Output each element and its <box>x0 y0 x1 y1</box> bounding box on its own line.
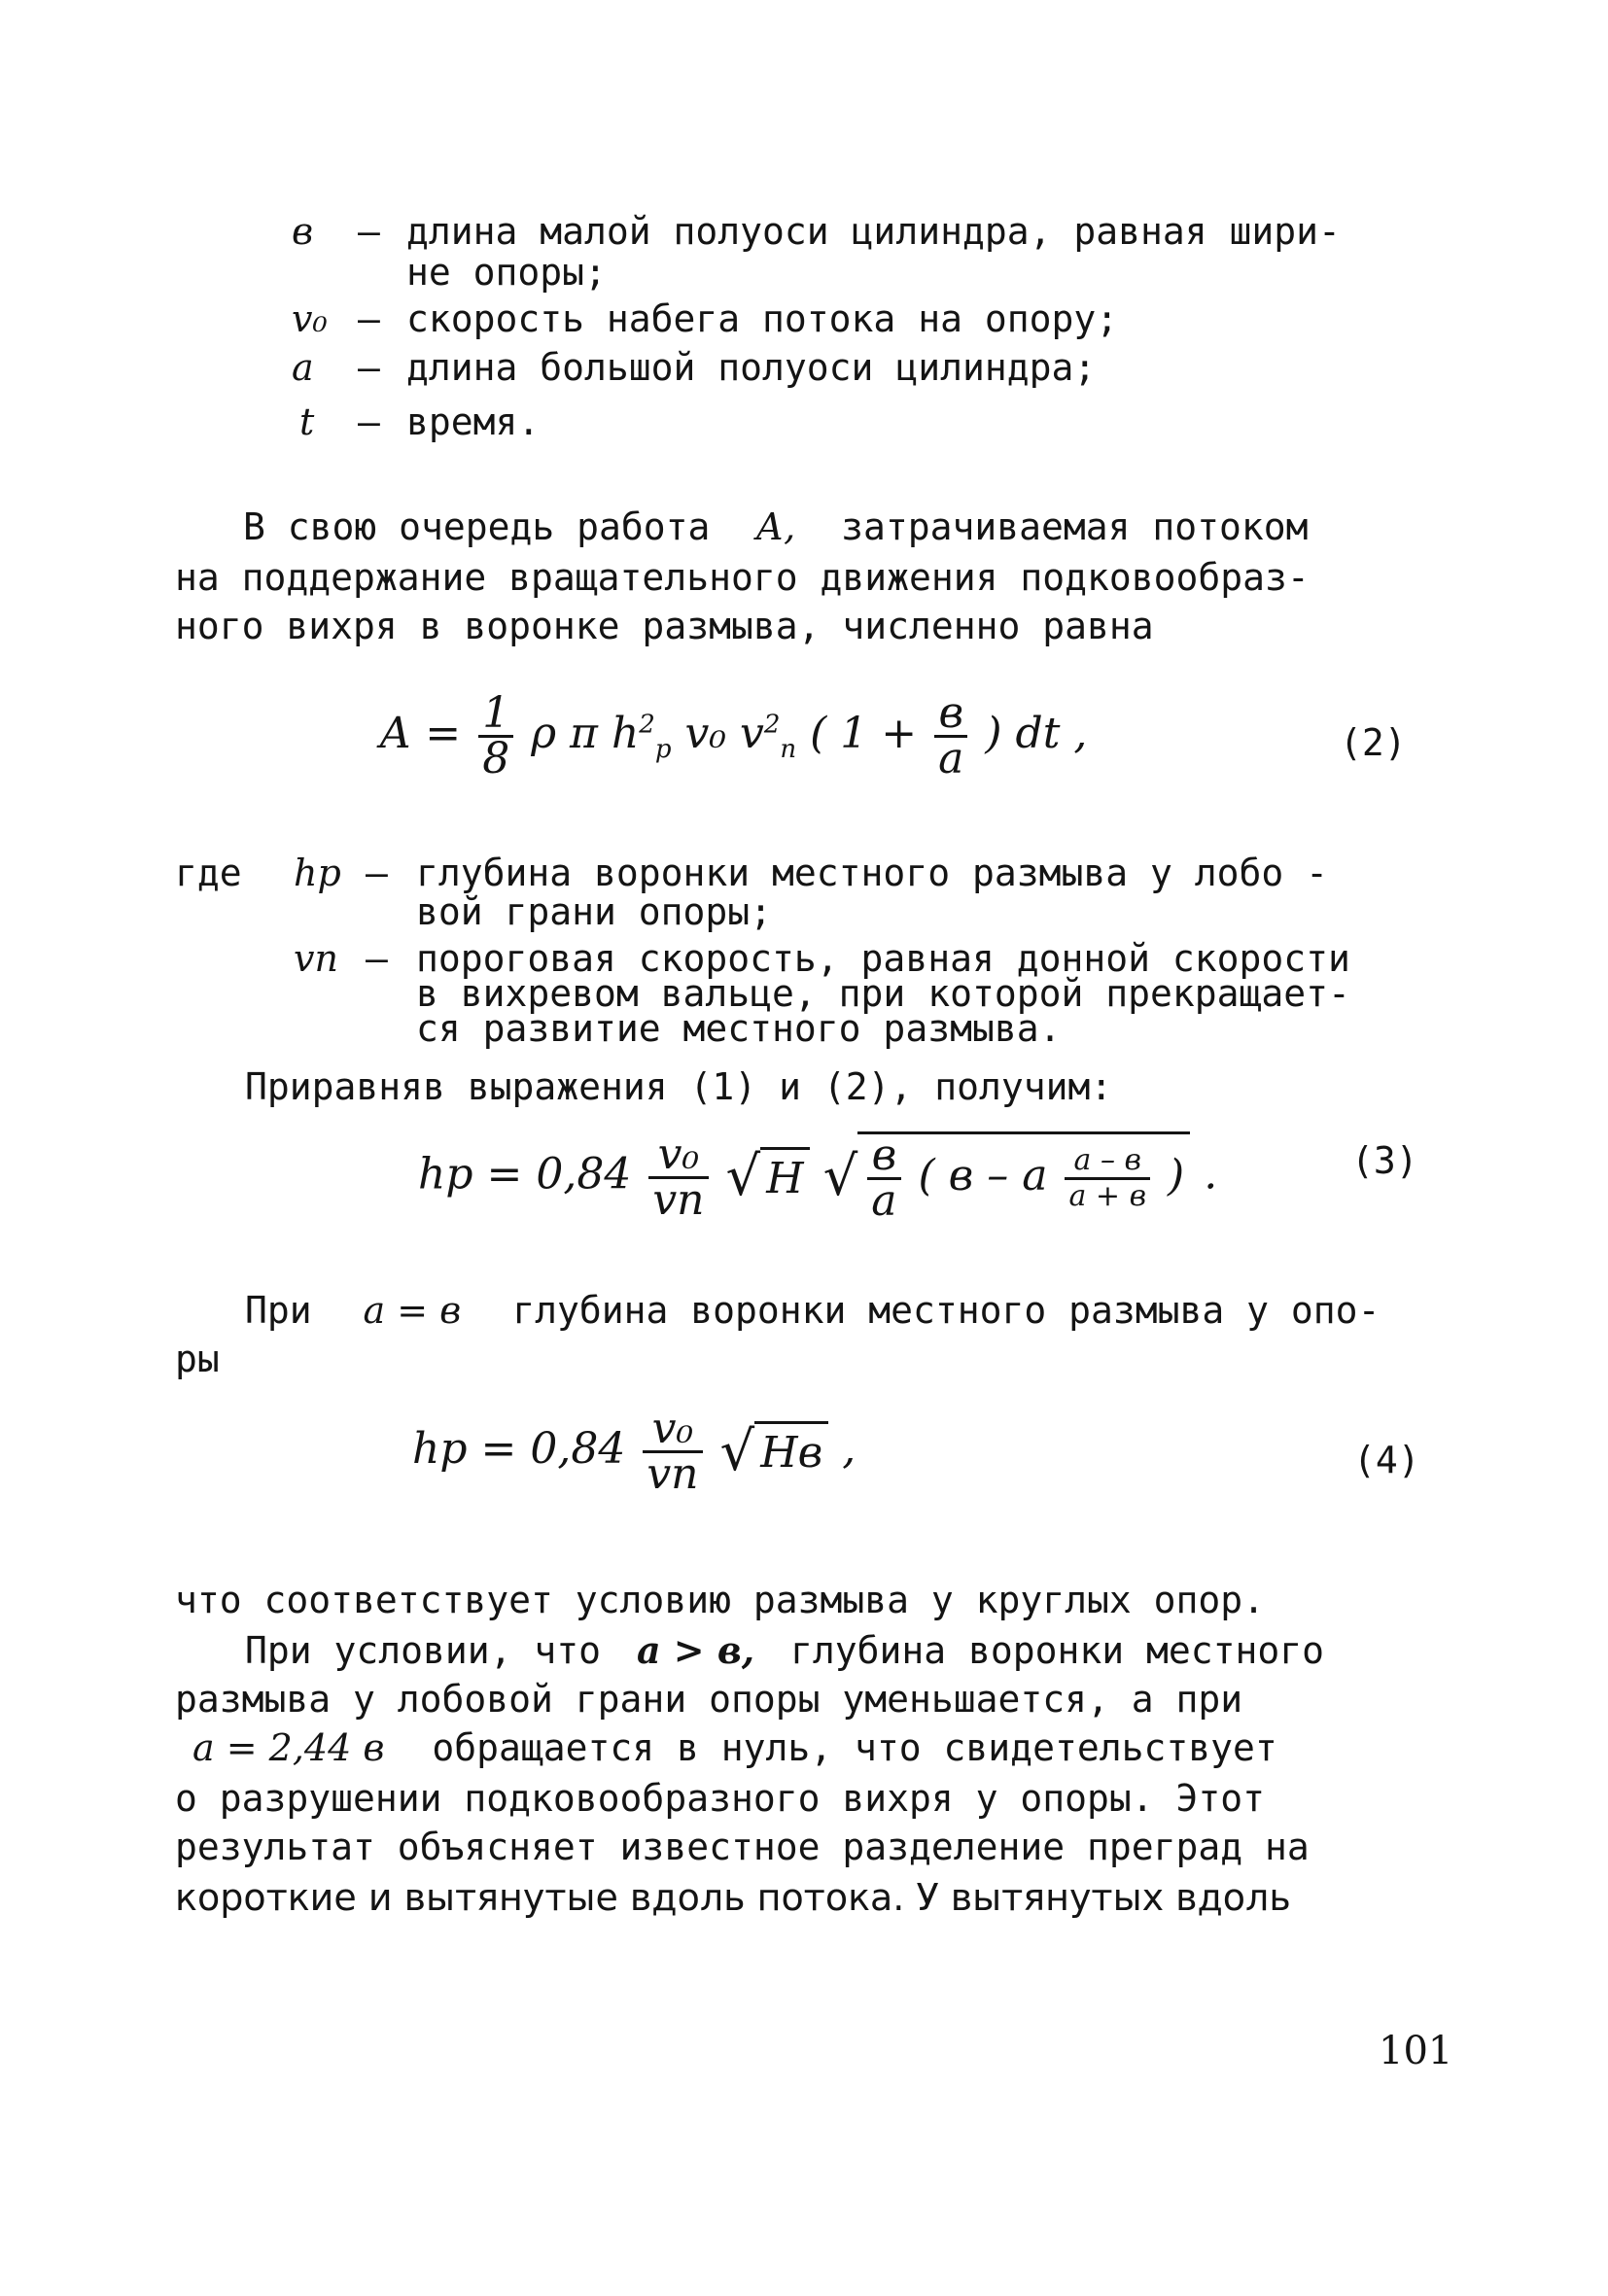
def-dash: – <box>358 297 380 340</box>
def-text-vn-2: в вихревом вальце, при которой прекращает- <box>416 972 1350 1015</box>
def-text-t: время. <box>406 400 541 443</box>
equation-3: hр = 0,84 $\frac{\text{v₀}}{vп}$ √ H √ $\frac{в}{а}$ ( в – а $\frac{а - в}{а + в}$ ) . <box>418 1129 1218 1226</box>
where-label: где <box>175 852 242 894</box>
para4-line6: результат объясняет известное разделение преград на <box>175 1826 1310 1868</box>
para4-line7: короткие и вытянутые вдоль потока. У вытянутых вдоль <box>175 1876 1291 1919</box>
para1-line2: на поддержание вращательного движения подковообраз- <box>175 556 1310 599</box>
para4-line4: а = 2,44 в обращается в нуль, что свидетельствует <box>192 1726 1277 1769</box>
page-number: 101 <box>1379 2029 1453 2073</box>
def-symbol-vn: vп <box>294 937 338 980</box>
equation-2: А = $\frac{1}{8}$ ρ π $h^2_р$ v₀ $v^2_п$ ( 1 + $\frac{в}{а}$ ) dt , <box>379 688 1088 783</box>
para4-line5: о разрушении подковообразного вихря у опоры. Этот <box>175 1777 1266 1820</box>
para4-line3: размыва у лобовой грани опоры уменьшается, а при <box>175 1678 1243 1721</box>
para4-line1: что соответствует условию размыва у круглых опор. <box>175 1579 1266 1621</box>
def-symbol-hp: hр <box>294 852 341 894</box>
def-dash: – <box>358 346 380 389</box>
equation-4-number: (4) <box>1353 1439 1420 1481</box>
def-text-a: длина большой полуоси цилиндра; <box>406 346 1097 389</box>
def-dash: – <box>366 852 388 894</box>
para1-line3: ного вихря в воронке размыва, численно равна <box>175 605 1154 647</box>
def-text-hp-2: вой грани опоры; <box>416 890 773 933</box>
def-text-vn-1: пороговая скорость, равная донной скорости <box>416 937 1350 980</box>
def-symbol-a: а <box>292 346 314 389</box>
def-text-b-cont: не опоры; <box>406 251 607 294</box>
def-dash: – <box>358 400 380 443</box>
def-text-vn-3: ся развитие местного размыва. <box>416 1007 1062 1050</box>
para3-line1: При а = в глубина воронки местного размыва у опо- <box>245 1289 1381 1332</box>
def-dash: – <box>366 937 388 980</box>
def-text-hp-1: глубина воронки местного размыва у лобо - <box>416 852 1328 894</box>
para4-line2: При условии, что а > в, глубина воронки местного <box>245 1628 1325 1672</box>
equation-3-number: (3) <box>1351 1139 1418 1182</box>
para2: Приравняв выражения (1) и (2), получим: <box>245 1065 1113 1108</box>
def-text-v0: скорость набега потока на опору; <box>406 297 1119 340</box>
para3-line2: ры <box>175 1338 220 1380</box>
def-symbol-t: t <box>299 400 315 443</box>
def-symbol-v0: v₀ <box>292 297 328 340</box>
def-dash: – <box>358 210 380 253</box>
para1-line1: В свою очередь работа А, затрачиваемая потоком <box>243 505 1309 548</box>
equation-2-number: (2) <box>1340 721 1407 764</box>
def-text-b: длина малой полуоси цилиндра, равная шири- <box>406 210 1341 253</box>
equation-4: hр = 0,84 $\frac{\text{v₀}}{vп}$ √ Hв , <box>412 1404 856 1499</box>
def-symbol-b: в <box>292 210 314 253</box>
